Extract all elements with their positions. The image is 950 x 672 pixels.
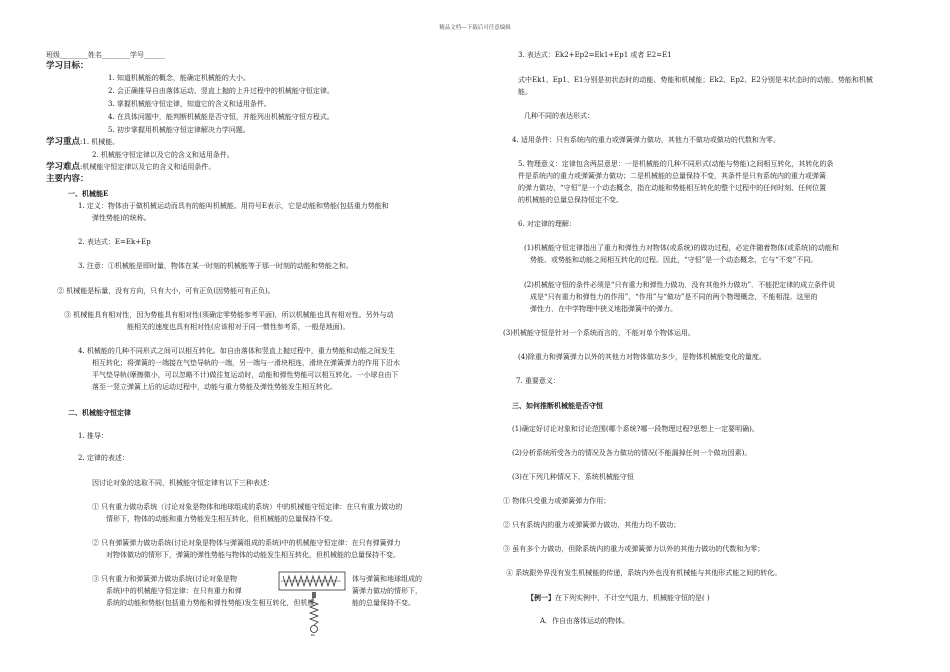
goal-item: 1. 知道机械能的概念，能确定机械能的大小。 <box>108 74 250 82</box>
statement-line: 2. 定律的表述： <box>78 454 129 462</box>
judge-line: (1)确定好讨论对象和讨论范围(哪个系统?哪一段物理过程?思想上一定要明确)。 <box>512 425 759 433</box>
case-line: 系统)中的机械能守恒定律：在只有重力和弹 <box>106 587 242 595</box>
derivation-line: 1. 推导： <box>78 432 108 440</box>
forms-line: 几种不同的表达形式： <box>524 112 594 120</box>
symbol-line: 式中Ek1、Ep1、E1分别是初状态时的动能、势能和机械能；Ek2、Ep2、E2分别是末状态时的动能、势能和机械 <box>518 76 873 84</box>
page-header: 精品文档---下载后可任意编辑 <box>439 25 511 31</box>
statement-intro: 因讨论对象的选取不同，机械能守恒定律有以下三种表述： <box>92 479 274 487</box>
case-line: 情形下，物体的动能和重力势能发生相互转化，但机械能的总量保持不变。 <box>106 515 337 523</box>
focus-line <box>46 138 119 147</box>
case-line: 系统的动能和势能(包括重力势能和弹性势能)发生相互转化，但机械 <box>106 599 315 607</box>
example-text: 在下列实例中，不计空气阻力，机械能守恒的是( ) <box>555 594 710 602</box>
conversion-line: 相互转化；将弹簧的一端接在气垫导轨的一端，另一端与一滑块相连，滑块在弹簧弹力的作用下沿水 <box>92 359 400 367</box>
goal-item: 4. 在具体问题中，能判断机械能是否守恒，并能列出机械能守恒方程式。 <box>108 113 334 121</box>
case-line: 簧弹力做功的情形下， <box>352 587 422 595</box>
understanding-line: (2)机械能守恒的条件必须是“只有重力和弹性力做功．没有其他外力做功”．不能把定律的成立条件说 <box>524 281 836 289</box>
goals-heading: 学习目标： <box>46 61 89 71</box>
significance-line: 7. 重要意义： <box>516 377 560 385</box>
judge-case: ① 物体只受重力或弹簧弹力作用； <box>503 497 611 505</box>
definition-line: 1. 定义：物体由于做机械运动而具有的能叫机械能。用符号E表示，它是动能和势能(包括重力势能和 <box>78 202 389 210</box>
note-line: 3. 注意：①机械能是即时量，物体在某一时刻的机械能等于那一时刻的动能和势能之和。 <box>78 262 353 270</box>
goal-item: 3. 掌握机械能守恒定律，知道它的含义和适用条件。 <box>108 100 271 108</box>
expression-line: 2. 表达式：E=Ek+Ep <box>78 238 151 246</box>
understanding-line: 成是“只有重力和弹性力的作用”，“作用”与“做功”是不同的两个物理概念，不能相混。这里的 <box>530 293 818 301</box>
meaning-line: 5. 物理意义：定律包含两层意思：一是机械能的几种不同形式(动能与势能)之间相互转化，其转化的条 <box>518 160 834 168</box>
understanding-line: (4)除重力和弹簧弹力以外的其他力对物体做功多少，是物体机械能变化的量度。 <box>518 353 766 361</box>
note-line: 能相关的速度也具有相对性(应该相对于同一惯性参考系，一般是地面)。 <box>127 323 350 331</box>
difficulty-text: :机械能守恒定律以及它的含义和适用条件。 <box>80 163 216 171</box>
note-line: ② 机械能是标量，没有方向，只有大小，可有正负(因势能可有正负)。 <box>57 287 275 295</box>
section-2-heading: 二、机械能守恒定律 <box>68 408 131 417</box>
condition-line: 4. 适用条件：只有系统内的重力或弹簧弹力做功，其他力不做功或做功的代数和为零。 <box>512 136 780 144</box>
difficulty-heading: 学习难点 <box>46 162 81 172</box>
meaning-line: 的机械能的总量总保持恒定不变。 <box>518 196 623 204</box>
section-1-heading: 一、机械能E <box>68 189 109 198</box>
section-3-heading: 三、如何推断机械能是否守恒 <box>512 401 603 410</box>
understanding-line: 弹性力，在中学物理中狭义地指弹簧中的弹力。 <box>530 305 677 313</box>
symbol-line: 能。 <box>518 88 532 96</box>
note-line: ③ 机械能具有相对性，因为势能具有相对性(须确定零势能参考平面)，所以机械能也具有相对性。另外与动 <box>64 311 394 319</box>
focus-heading: 学习重点 <box>46 137 81 147</box>
definition-line: 弹性势能)的统称。 <box>92 214 151 222</box>
understanding-line: 势能、或势能和动能之间相互转化的过程。因此，“守恒”是一个动态概念，它与“不变”不同。 <box>530 256 818 264</box>
case-line: ③ 只有重力和弹簧弹力做功系统(讨论对象是物 <box>92 575 237 583</box>
mass-label: m <box>311 632 315 637</box>
content-heading: 主要内容 <box>46 174 81 184</box>
example-heading: 【例一】 <box>527 593 555 602</box>
class-name-line: 班级________姓名________学号______ <box>46 51 165 59</box>
focus-item: 2. 机械能守恒定律以及它的含义和适用条件。 <box>92 151 234 159</box>
case-line: 体与弹簧和地球组成的 <box>352 575 422 583</box>
expression-line: 3. 表达式：Ek2+Ep2=Ek1+Ep1 或者 E2=E1 <box>518 51 672 59</box>
case-line: ① 只有重力做功系统（讨论对象是物体和地球组成的系统）中的机械能守恒定律：在只有重力做功的 <box>92 503 403 511</box>
conversion-line: 落至一竖立弹簧上后的运动过程中，动能与重力势能及弹性势能发生相互转化。 <box>92 383 337 391</box>
meaning-line: 件是系统内的重力或弹簧弹力做功；二是机械能的总量保持不变，其条件是只有系统内的重力或弹簧 <box>518 172 826 180</box>
judge-case: ④ 系统跟外界没有发生机械能的传递，系统内外也没有机械能与其他形式能之间的转化。 <box>506 569 782 577</box>
conversion-line: 平气垫导轨(摩擦微小，可以忽略不计)做往复运动时，动能和弹性势能可以相互转化。一小球自由下 <box>92 371 399 379</box>
judge-case: ② 只有系统内的重力或弹簧弹力做功，其他力均不做功； <box>503 521 681 529</box>
judge-line: (2)分析系统所受各力的情况及各力做功的情况(不能漏掉任何一个做功因素)。 <box>512 449 752 457</box>
case-line: 能的总量保持不变。 <box>352 599 415 607</box>
meaning-line: 的弹力做功，“守恒”是一个动态概念，指在动能和势能相互转化的整个过程中的任何时刻、任何位置 <box>518 184 827 192</box>
focus-item: :1. 机械能。 <box>80 138 120 146</box>
difficulty-line <box>46 163 215 172</box>
understanding-line: (1)机械能守恒定律指出了重力和弹性力对物体(或系统)的做功过程，必定伴随着物体(或系统)的动能和 <box>524 244 839 252</box>
example-line <box>527 593 710 603</box>
judge-line: (3)在下列几种情况下，系统机械能守恒 <box>512 473 634 481</box>
conversion-line: 4. 机械能的几种不同形式之间可以相互转化。如自由落体和竖直上抛过程中，重力势能和动能之间发生 <box>78 347 395 355</box>
goal-item: 5. 初步掌握用机械能守恒定律解决力学问题。 <box>108 126 250 134</box>
understanding-line: (3)机械能守恒是针对一个系统而言的，不能对单个物体运用。 <box>503 329 695 337</box>
case-line: ② 只有弹簧弹力做功系统(讨论对象是物体与弹簧组成的系统)中的机械能守恒定律：在只有弹簧弹力 <box>92 539 401 547</box>
spring-figure <box>277 570 349 638</box>
example-option: A．作自由落体运动的物体。 <box>540 617 630 625</box>
spring-diagram-icon <box>277 570 349 638</box>
case-line: 对物体做功的情形下，弹簧的弹性势能与物体的动能发生相互转化，但机械能的总量保持不变。 <box>106 551 400 559</box>
understanding-line: 6. 对定律的理解： <box>518 220 576 228</box>
content-heading-line <box>46 175 89 184</box>
goal-item: 2. 会正确推导自由落体运动、竖直上抛的上升过程中的机械能守恒定律。 <box>108 87 334 95</box>
judge-case: ③ 虽有多个力做功，但除系统内的重力或弹簧弹力以外的其他力做功的代数和为零； <box>503 545 765 553</box>
content-colon: ： <box>80 174 89 184</box>
